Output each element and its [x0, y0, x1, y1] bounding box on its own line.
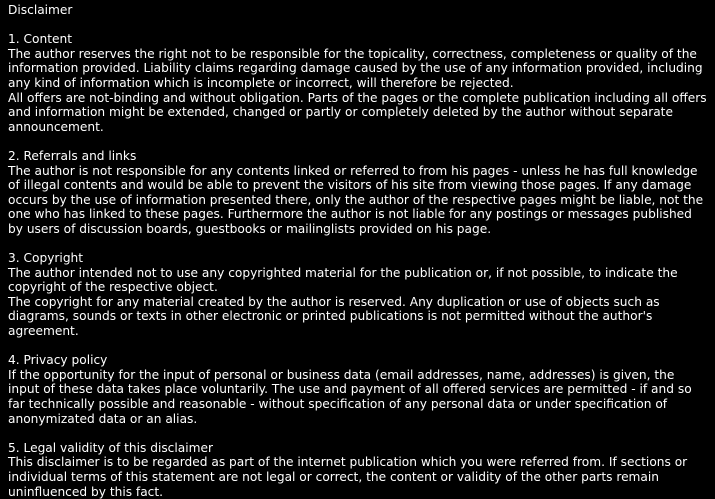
section-paragraph: The author is not responsible for any contents linked or referred to from his pages - unless he has full knowledge of illegal contents and would be able to prevent the visitors of his site from viewing those pages. If any damage occurs by the use of information presented there, only the author of the respective pages might be liable, not the one who has linked to these pages. Furthermore the author is not liable for any postings or messages published by users of discussion boards, guestbooks or mailinglists provided on his page. — [8, 163, 704, 236]
section-content — [8, 32, 707, 134]
section-paragraph: This disclaimer is to be regarded as part of the internet publication which you were referred from. If sections or individual terms of this statement are not legal or correct, the content or validity of the other parts remain uninfluenced by this fact. — [8, 455, 688, 499]
section-paragraph: The author intended not to use any copyrighted material for the publication or, if not possible, to indicate the copyright of the respective object. — [8, 265, 678, 295]
section-heading: 4. Privacy policy — [8, 353, 108, 368]
section-copyright — [8, 251, 707, 339]
section-privacy-policy — [8, 353, 707, 426]
section-paragraph: All offers are not-binding and without obligation. Parts of the pages or the complete publication including all offers and information might be extended, changed or partly or completely deleted by the author without separate announcement. — [8, 90, 707, 134]
section-paragraph: The author reserves the right not to be responsible for the topicality, correctness, completeness or quality of the information provided. Liability claims regarding damage caused by the use of any information provided, including any kind of information which is incomplete or incorrect, will therefore be rejected. — [8, 46, 703, 90]
section-heading: 1. Content — [8, 32, 72, 47]
section-heading: 5. Legal validity of this disclaimer — [8, 440, 214, 455]
section-legal-validity — [8, 441, 707, 499]
page-title: Disclaimer — [8, 3, 73, 17]
section-heading: 3. Copyright — [8, 251, 84, 266]
section-heading: 2. Referrals and links — [8, 148, 137, 163]
section-paragraph: The copyright for any material created by the author is reserved. Any duplication or use of objects such as diagrams, sounds or texts in other electronic or printed publications is not permitted without the author's agreement. — [8, 294, 660, 339]
section-referrals-and-links — [8, 149, 707, 237]
section-paragraph: If the opportunity for the input of personal or business data (email addresses, name, addresses) is given, the input of these data takes place voluntarily. The use and payment of all offered services are permitted - if and so far technically possible and reasonable - without specification of any personal data or under specification of anonymizated data or an alias. — [8, 367, 692, 426]
